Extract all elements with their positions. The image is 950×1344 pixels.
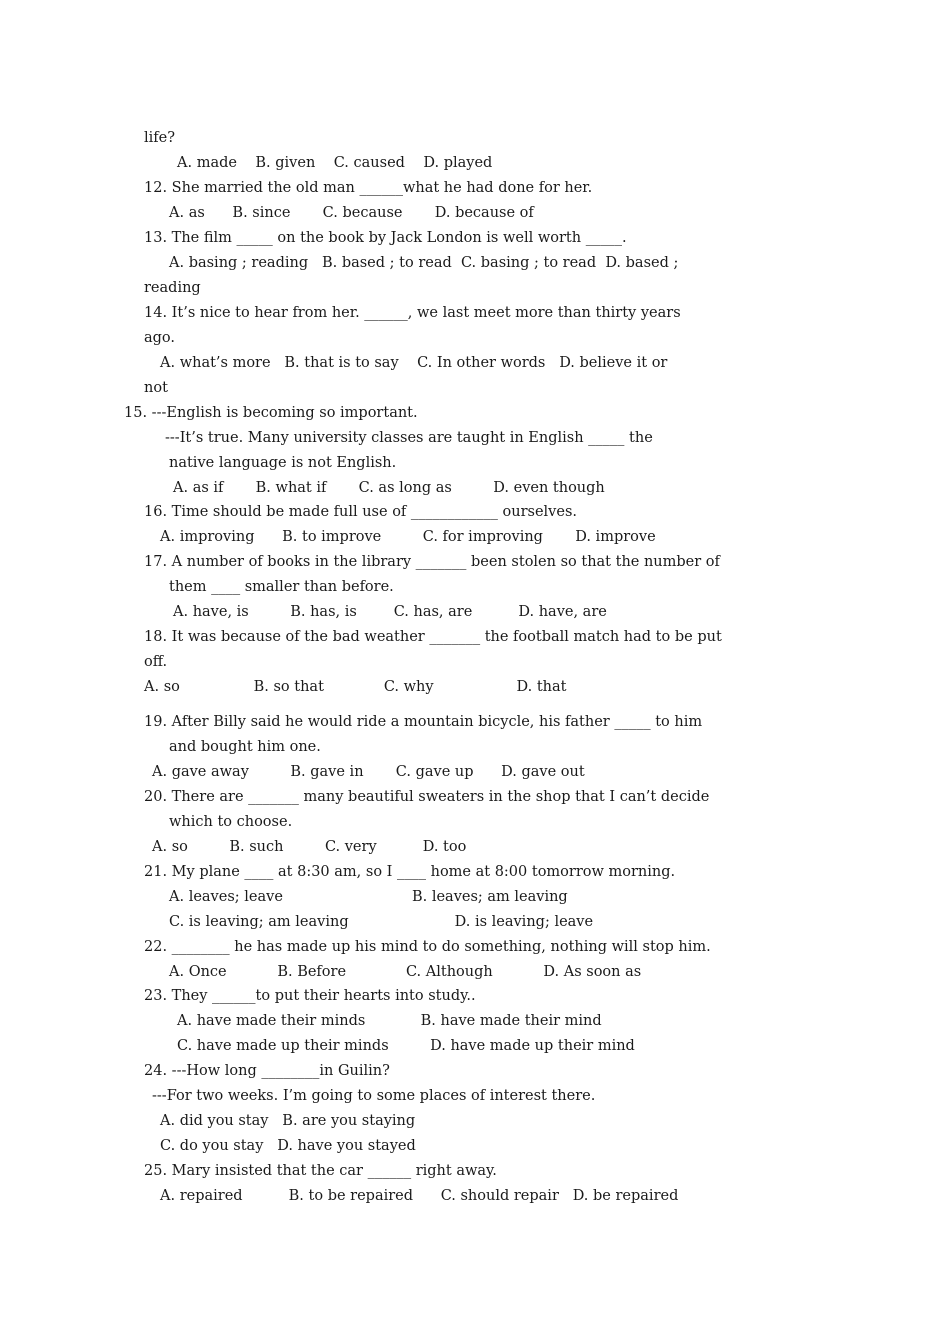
text-line: them ____ smaller than before. [169, 579, 394, 595]
q16-options: A. improving B. to improve C. for improving D. improve [160, 529, 656, 545]
question-15: 15. ---English is becoming so important. [124, 405, 418, 421]
question-19: 19. After Billy said he would ride a mountain bicycle, his father _____ to him [144, 714, 703, 730]
text-line: which to choose. [169, 814, 293, 830]
text-line: ago. [144, 330, 176, 346]
text-line: life? [144, 130, 175, 146]
q21-options-ab: A. leaves; leave B. leaves; am leaving [169, 889, 568, 905]
question-17: 17. A number of books in the library _______ been stolen so that the number of [144, 554, 720, 570]
q14-options: A. what’s more B. that is to say C. In other words D. believe it or [160, 355, 668, 371]
q25-options: A. repaired B. to be repaired C. should repair D. be repaired [160, 1188, 679, 1204]
q23-options-cd: C. have made up their minds D. have made up their mind [177, 1038, 635, 1054]
question-20: 20. There are _______ many beautiful sweaters in the shop that I can’t decide [144, 789, 710, 805]
text-line: ---It’s true. Many university classes are taught in English _____ the [165, 430, 653, 446]
question-21: 21. My plane ____ at 8:30 am, so I ____ home at 8:00 tomorrow morning. [144, 864, 676, 880]
q19-options: A. gave away B. gave in C. gave up D. gave out [152, 764, 585, 780]
q12-options: A. as B. since C. because D. because of [169, 205, 534, 221]
text-line: ---For two weeks. I’m going to some places of interest there. [152, 1088, 596, 1104]
text-line: and bought him one. [169, 739, 321, 755]
q15-options: A. as if B. what if C. as long as D. even though [173, 480, 605, 496]
question-14: 14. It’s nice to hear from her. ______, we last meet more than thirty years [144, 305, 681, 321]
q20-options: A. so B. such C. very D. too [152, 839, 467, 855]
question-16: 16. Time should be made full use of ____________ ourselves. [144, 504, 577, 520]
question-13: 13. The film _____ on the book by Jack London is well worth _____. [144, 230, 627, 246]
q11-options: A. made B. given C. caused D. played [177, 155, 493, 171]
question-24: 24. ---How long ________in Guilin? [144, 1063, 390, 1079]
q24-options-ab: A. did you stay B. are you staying [160, 1113, 416, 1129]
q18-options: A. so B. so that C. why D. that [144, 679, 567, 695]
question-18: 18. It was because of the bad weather _______ the football match had to be put [144, 629, 722, 645]
q21-options-cd: C. is leaving; am leaving D. is leaving; leave [169, 914, 594, 930]
question-25: 25. Mary insisted that the car ______ right away. [144, 1163, 497, 1179]
question-23: 23. They ______to put their hearts into study.. [144, 988, 476, 1004]
q24-options-cd: C. do you stay D. have you stayed [160, 1138, 416, 1154]
q13-options: A. basing ; reading B. based ; to read C. basing ; to read D. based ; [169, 255, 679, 271]
text-line: off. [144, 654, 168, 670]
question-22: 22. ________ he has made up his mind to do something, nothing will stop him. [144, 939, 711, 955]
text-line: native language is not English. [169, 455, 397, 471]
text-line: not [144, 380, 168, 396]
text-line: reading [144, 280, 201, 296]
q23-options-ab: A. have made their minds B. have made their mind [177, 1013, 602, 1029]
question-12: 12. She married the old man ______what he had done for her. [144, 180, 593, 196]
q17-options: A. have, is B. has, is C. has, are D. have, are [173, 604, 607, 620]
q22-options: A. Once B. Before C. Although D. As soon as [169, 964, 642, 980]
